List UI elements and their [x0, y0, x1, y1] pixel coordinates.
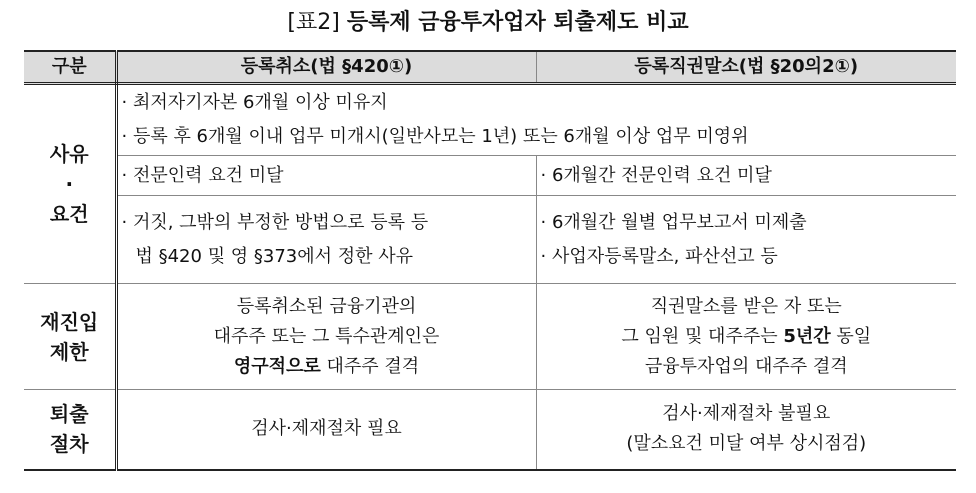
cancel-requirement-b — [116, 196, 536, 284]
cancel-requirement-a-text: · 전문인력 요건 미달 — [121, 164, 284, 186]
deletion-exit-procedure-line1: 검사·제재절차 불필요 — [662, 403, 831, 425]
deletion-requirement-b-line2: · 사업자등록말소, 파산선고 등 — [540, 245, 778, 267]
caption-prefix: [표2] — [287, 10, 340, 35]
cancel-reentry — [116, 284, 536, 390]
common-requirements — [116, 84, 956, 156]
deletion-requirement-a — [536, 156, 956, 196]
reason-row-common — [24, 84, 956, 156]
deletion-requirement-b-line1: · 6개월간 월별 업무보고서 미제출 — [540, 211, 807, 233]
deletion-reentry-line2 — [537, 322, 957, 352]
reentry-row — [24, 284, 956, 390]
caption-title: 등록제 금융투자업자 퇴출제도 비교 — [346, 10, 689, 35]
cancel-exit-procedure-text: 검사·제재절차 필요 — [251, 418, 402, 440]
header-category: 구분 — [24, 51, 116, 84]
header-ex-officio-deletion: 등록직권말소(법 §20의2①) — [536, 51, 956, 84]
five-years-emphasis: 5년간 — [783, 325, 831, 347]
cancel-exit-procedure — [116, 390, 536, 470]
table-caption — [0, 8, 976, 38]
reentry-label-line1: 재진입 — [40, 309, 99, 334]
deletion-reentry — [536, 284, 956, 390]
deletion-requirement-a-text: · 6개월간 전문인력 요건 미달 — [540, 164, 772, 186]
common-requirement-1: · 최저자기자본 6개월 이상 미유지 — [121, 92, 388, 113]
reason-label-line3: 요건 — [49, 202, 89, 226]
deletion-exit-procedure — [536, 390, 956, 470]
exit-label-line1: 퇴출 — [49, 402, 89, 427]
cancel-reentry-line1: 등록취소된 금융기관의 — [236, 295, 417, 317]
reentry-label — [24, 284, 116, 390]
cancel-reentry-line2: 대주주 또는 그 특수관계인은 — [213, 325, 440, 347]
reason-row-b — [24, 196, 956, 284]
comparison-table — [24, 50, 956, 471]
permanent-emphasis: 영구적으로 — [233, 355, 321, 377]
exit-label — [24, 390, 116, 470]
exit-row — [24, 390, 956, 470]
reason-label — [24, 84, 116, 284]
deletion-reentry-line2-post: 동일 — [830, 325, 872, 347]
cancel-reentry-line3-rest: 대주주 결격 — [320, 355, 420, 377]
deletion-reentry-line3: 금융투자업의 대주주 결격 — [644, 355, 848, 377]
header-registration-cancel: 등록취소(법 §420①) — [116, 51, 536, 84]
cancel-requirement-b-line2: 법 §420 및 영 §373에서 정한 사유 — [135, 245, 414, 267]
cancel-reentry-line3 — [118, 352, 536, 382]
common-requirement-2: · 등록 후 6개월 이내 업무 미개시(일반사모는 1년) 또는 6개월 이상 업무 미영위 — [121, 126, 749, 147]
reason-label-line2: · — [65, 172, 74, 196]
cancel-requirement-a — [116, 156, 536, 196]
deletion-reentry-line1: 직권말소를 받은 자 또는 — [650, 295, 842, 317]
deletion-reentry-line2-pre: 그 임원 및 대주주는 — [621, 325, 784, 347]
reason-row-a — [24, 156, 956, 196]
reason-label-line1: 사유 — [49, 142, 89, 166]
deletion-requirement-b — [536, 196, 956, 284]
cancel-requirement-b-line1: · 거짓, 그밖의 부정한 방법으로 등록 등 — [121, 211, 429, 233]
deletion-exit-procedure-line2: (말소요건 미달 여부 상시점검) — [626, 433, 867, 455]
header-row — [24, 51, 956, 84]
exit-label-line2: 절차 — [49, 432, 89, 457]
reentry-label-line2: 제한 — [49, 339, 89, 364]
